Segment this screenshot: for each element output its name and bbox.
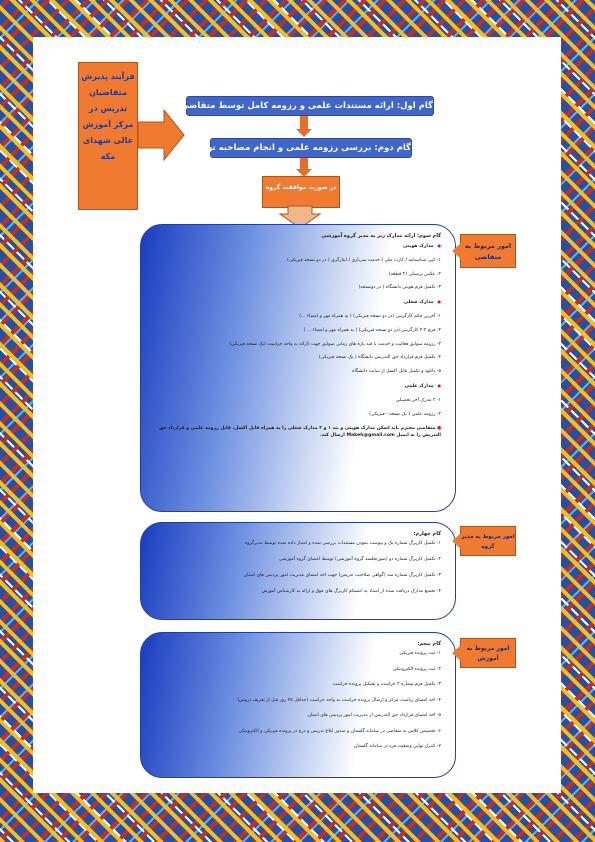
step3-heading: گام سوم: ارائه مدارک زیر به مدیر گروه آموزشی bbox=[321, 233, 441, 239]
step3-item: ۱- کپی شناسنامه / کارت ملی / خدمت سربازی / ایثارگری ( در دو نسخه فیزیکی) bbox=[287, 257, 441, 263]
step2-label: گام دوم: bbox=[374, 143, 411, 153]
step3-panel bbox=[140, 224, 456, 512]
step3-item: ● مدارک شغلی bbox=[155, 299, 441, 305]
step2-bar bbox=[189, 138, 412, 158]
step1-text: ارائه مستندات علمی و رزومه کامل توسط متقاضی تدریس bbox=[149, 101, 394, 111]
step1-label: گام اول: bbox=[396, 101, 433, 111]
step1-down-arrow bbox=[300, 116, 308, 130]
step3-item: ۲- رزومه علمی ( یک نسخه - فیزیکی) bbox=[369, 411, 441, 417]
step5-item: ۴- اخذ امضای ریاست مرکز و ارسال پرونده حراست به واحد حراست (حداقل ۴۵ روز قبل از تعریف دروس) bbox=[237, 697, 441, 703]
tag-group-text: امور مربوط به مدیر گروه bbox=[461, 534, 515, 550]
step3-item: ۵- دانلود و تکمیل فایل اکسل از سایت دانشگاه bbox=[352, 369, 441, 375]
condition-box bbox=[262, 176, 340, 208]
step2-text: بررسی رزومه علمی و انجام مصاحبه توسط bbox=[189, 143, 372, 153]
step4-item: ۴- تجمیع مدارک دریافت شده از استاد به انضمام کاربرگ های فوق و ارائه به کارشناس آموزش bbox=[261, 589, 441, 594]
tag-group bbox=[460, 526, 516, 556]
step5-item: ۳- تکمیل فرم شماره ۳ حراست و تشکیل پرونده حراست bbox=[332, 682, 441, 687]
step5-items bbox=[155, 651, 441, 749]
step3-item: ● مدارک هویتی bbox=[155, 243, 441, 249]
step5-heading: گام پنجم: bbox=[417, 641, 441, 647]
step2-down-arrow bbox=[300, 158, 308, 170]
step5-panel bbox=[140, 632, 456, 778]
step4-items bbox=[155, 541, 441, 594]
title-arrow bbox=[138, 110, 186, 160]
step4-panel bbox=[140, 522, 456, 620]
step5-item: ۶- تخصیص کلاس به متقاضی در سامانه گلستان و صدور ابلاغ تدریس و درج در پرونده فیزیکی و الکترونیکی bbox=[238, 728, 441, 734]
step3-item: ۱- ۲ مدرک آخر تحصیلی bbox=[395, 397, 441, 403]
step3-item: ● مدارک علمی bbox=[155, 383, 441, 389]
step3-note: ● متقاضی محترم باید اسکن مدارک هویتی و بند ۱ و ۲ مدارک شغلی را به همراه فایل اکسل، فایل رزومه علمی و قرارداد حق التدریس را به ایمیل Makeh@gmail.com ارسال کند. bbox=[159, 426, 441, 439]
step1-bar bbox=[149, 96, 434, 116]
step3-note-text: متقاضی محترم باید اسکن مدارک هویتی و بند ۱ و ۲ مدارک شغلی را به همراه فایل اکسل، فایل رزومه علمی و قرارداد حق التدریس را به ایمیل Makeh@gmail.com ارسال کند. bbox=[159, 426, 441, 439]
step4-heading: گام چهارم: bbox=[413, 531, 441, 537]
step3-item: ۱- آخرین حکم کارگزینی (در دو نسخه فیزیکی) ( به همراه مهر و امضاء ...) bbox=[299, 313, 441, 319]
step3-item: ۲- فرم ۲-۲ کارگزینی (در دو نسخه فیزیکی) ( به همراه مهر و امضاء ... ) bbox=[303, 327, 441, 333]
step3-item: ۲- عکس پرسنلی (۲ قطعه) bbox=[388, 271, 441, 277]
tag-education-text: امور مربوط به آموزش bbox=[466, 645, 510, 662]
step5-item: ۱- ثبت پرونده فیزیکی bbox=[399, 651, 441, 656]
process-title-box bbox=[78, 62, 138, 210]
step4-item: ۱- تکمیل کاربرگ شماره یک و پیوست نمودن مستندات بررسی شده و امتیاز داده شده توسط مدیرگروه bbox=[244, 541, 441, 546]
process-title: فرآیند پذیرش متقاضیان تدریس در مرکز آموزش عالی شهدای مکه bbox=[81, 72, 135, 161]
step5-item: ۷- کنترل نهایی وضعیت فرد در سامانه گلستان bbox=[353, 744, 441, 749]
step5-item: ۵- اخذ امضای قرارداد حق التدریس از مدیریت امور پردیس های استان bbox=[307, 713, 441, 718]
step5-item: ۲- ثبت پرونده الکترونیکی bbox=[392, 666, 441, 672]
step3-item: ۴- تکمیل فرم قرارداد حق التدریس دانشگاه ( یک نسخه فیزیکی) bbox=[318, 355, 441, 361]
tag-education bbox=[460, 638, 516, 668]
tag-applicant-text: امور مربوط به متقاضی bbox=[464, 242, 512, 261]
tag-applicant bbox=[460, 234, 516, 268]
step3-item: ۳- رزومه سوابق فعالیت و خدمت با قید بازه های زمانی سوابق جهت (ارائه به واحد حراست (یک نسخه فیزیکی) bbox=[229, 341, 441, 347]
step3-items bbox=[155, 243, 441, 417]
step4-item: ۲- تکمیل کاربرگ شماره دو (صورتجلسه گروه آموزشی) توسط اعضای گروه آموزشی bbox=[278, 557, 441, 562]
condition-text: در صورت موافقت گروه bbox=[265, 184, 337, 191]
step4-item: ۳- تکمیل کاربرگ شماره سه (گواهی صلاحیت تدریس) جهت اخذ امضای مدیریت امور پردیس های استان bbox=[243, 573, 441, 578]
step3-item: ۳- تکمیل فرم هویتی دانشگاه ( در دونسخه) bbox=[358, 285, 441, 291]
